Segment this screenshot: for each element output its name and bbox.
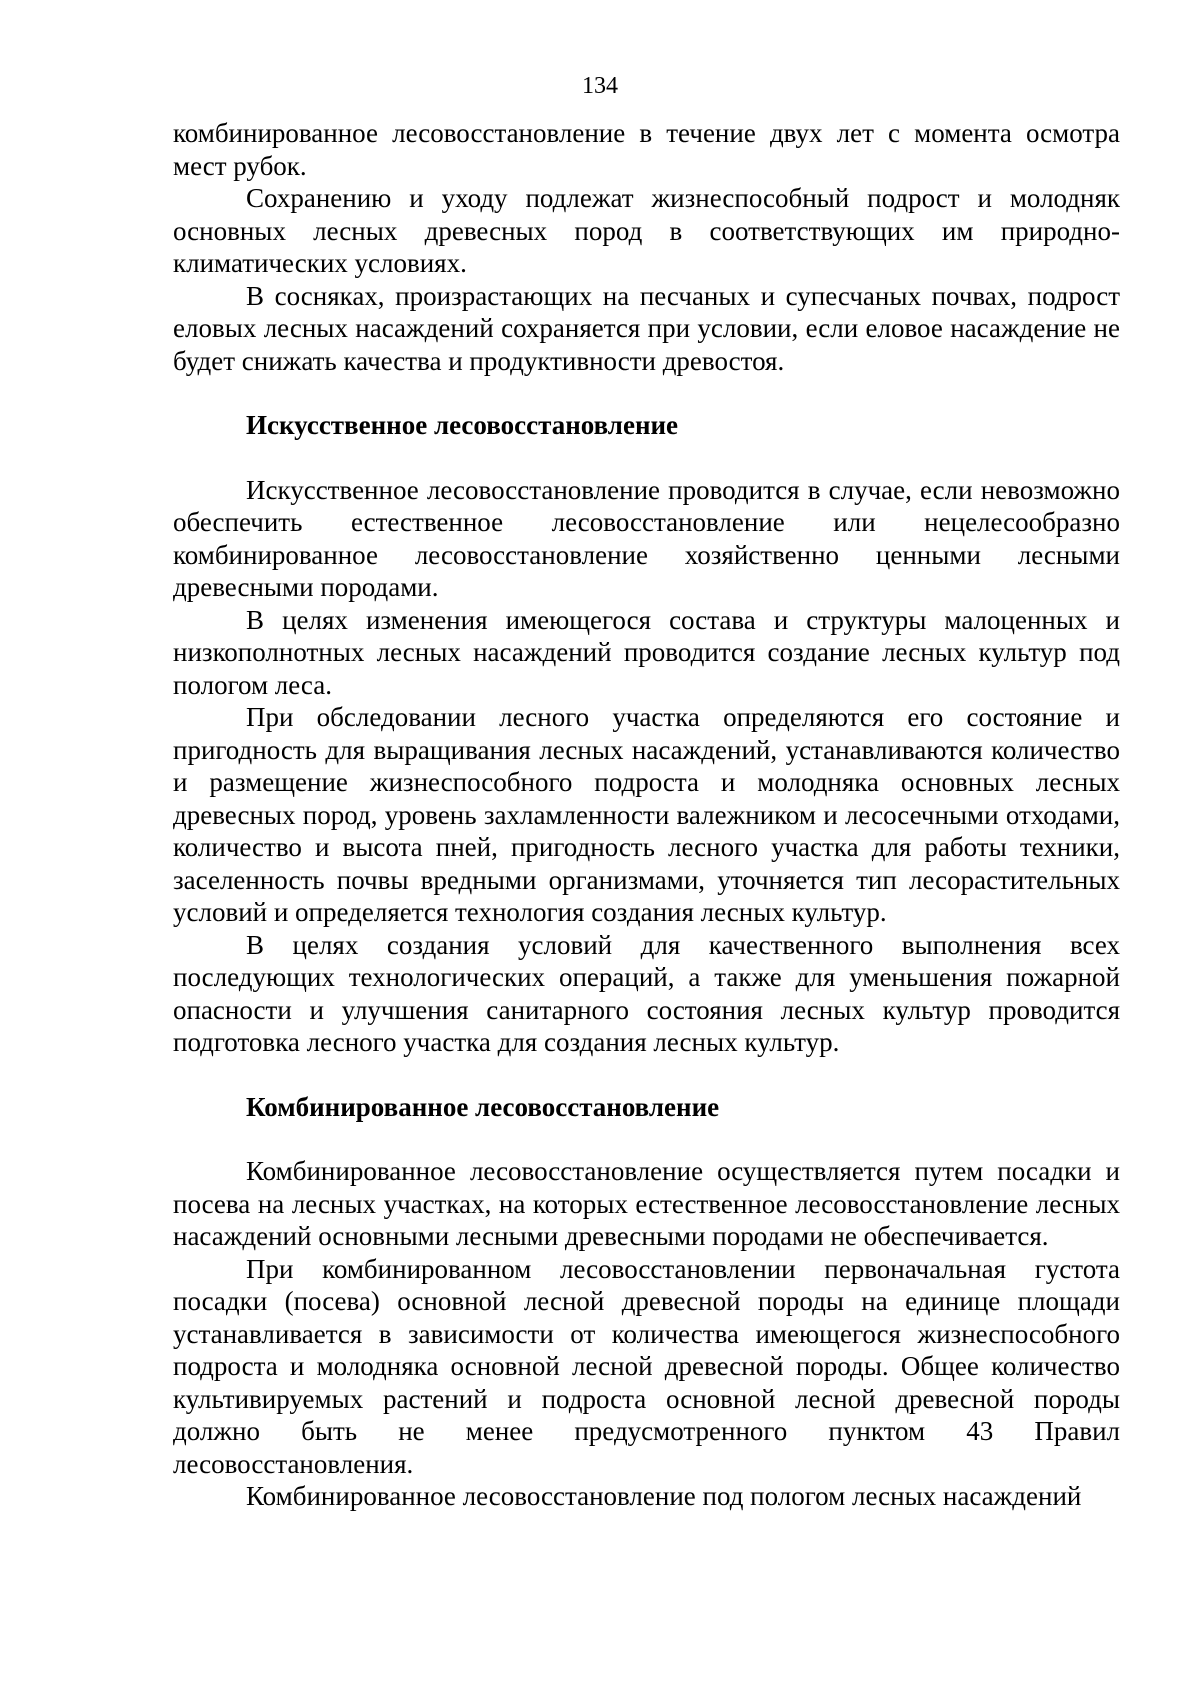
paragraph: При обследовании лесного участка определяются его состояние и пригодность для выращивания лесных насаждений, устанавливаются количество и размещение жизнеспособного подроста и молодняка основных лесных древесных пород, уровень захламленности валежником и лесосечными отходами, количество и высота пней, пригодность лесного участка для работы техники, заселенность почвы вредными организмами, уточняется тип лесорастительных условий и определяется технология создания лесных культур. bbox=[173, 702, 1120, 927]
paragraph: При комбинированном лесовосстановлении первоначальная густота посадки (посева) основной лесной древесной породы на единице площади устанавливается в зависимости от количества имеющегося жизнеспособного подроста и молодняка основной лесной древесной породы. Общее количество культивируемых растений и подроста основной лесной древесной породы должно быть не менее предусмотренного пунктом 43 Правил лесовосстановления. bbox=[173, 1253, 1120, 1479]
document-body bbox=[173, 117, 1120, 1513]
spacer bbox=[173, 377, 1120, 409]
paragraph: В целях изменения имеющегося состава и структуры малоценных и низкополнотных лесных насаждений проводится создание лесных культур под пологом леса. bbox=[173, 604, 1120, 700]
spacer bbox=[173, 1059, 1120, 1091]
paragraph-continuation: комбинированное лесовосстановление в течение двух лет с момента осмотра мест рубок. bbox=[173, 118, 1120, 181]
paragraph: Комбинированное лесовосстановление осуществляется путем посадки и посева на лесных участках, на которых естественное лесовосстановление лесных насаждений основными лесными древесными породами не обеспечивается. bbox=[173, 1156, 1120, 1251]
spacer bbox=[173, 1123, 1120, 1155]
spacer bbox=[173, 442, 1120, 474]
page-number: 134 bbox=[582, 73, 618, 99]
paragraph: Комбинированное лесовосстановление под пологом лесных насаждений bbox=[246, 1481, 1082, 1511]
paragraph: Искусственное лесовосстановление проводится в случае, если невозможно обеспечить естественное лесовосстановление или нецелесообразно комбинированное лесовосстановление хозяйственно ценными лесными древесными породами. bbox=[173, 474, 1120, 602]
paragraph: Сохранению и уходу подлежат жизнеспособный подрост и молодняк основных лесных древесных пород в соответствующих им природно-климатических условиях. bbox=[173, 183, 1120, 278]
section-heading-artificial-reforestation: Искусственное лесовосстановление bbox=[246, 410, 679, 440]
paragraph: В сосняках, произрастающих на песчаных и супесчаных почвах, подрост еловых лесных насаждений сохраняется при условии, если еловое насаждение не будет снижать качества и продуктивности древостоя. bbox=[173, 280, 1120, 376]
section-heading-combined-reforestation: Комбинированное лесовосстановление bbox=[246, 1091, 720, 1122]
paragraph: В целях создания условий для качественного выполнения всех последующих технологических операций, а также для уменьшения пожарной опасности и улучшения санитарного состояния лесных культур проводится подготовка лесного участка для создания лесных культур. bbox=[173, 929, 1120, 1057]
